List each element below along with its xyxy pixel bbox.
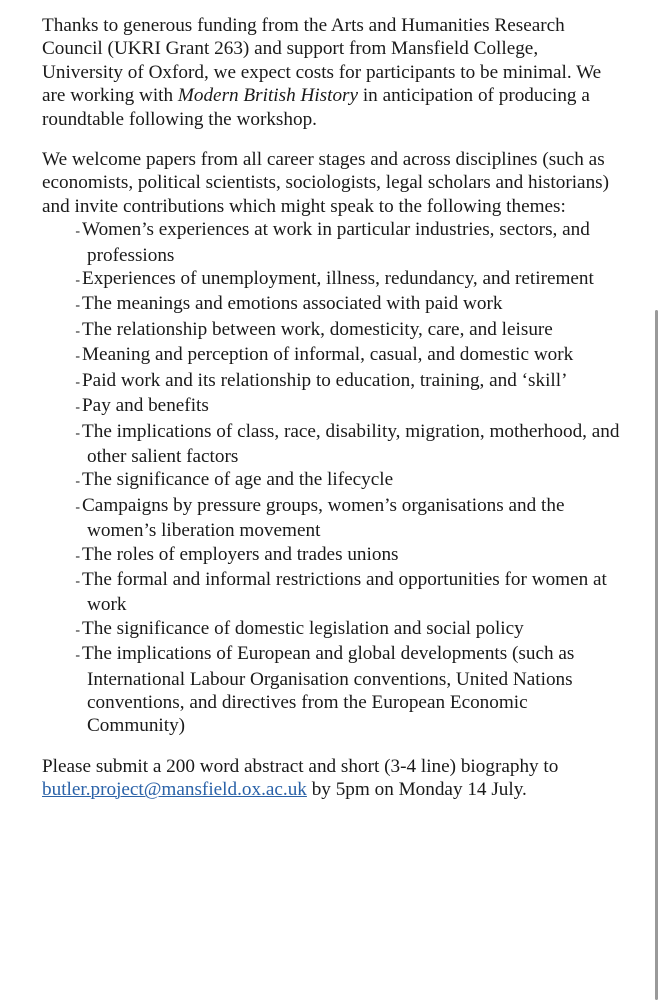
- theme-text: Experiences of unemployment, illness, redundancy, and retirement: [82, 268, 594, 290]
- bullet-dash-icon: -: [75, 648, 80, 664]
- bullet-dash-icon: -: [75, 224, 80, 240]
- theme-text: The meanings and emotions associated with paid work: [82, 293, 503, 315]
- bullet-dash-icon: -: [75, 573, 80, 589]
- vertical-scrollbar[interactable]: [655, 310, 658, 1000]
- bullet-dash-icon: -: [75, 548, 80, 564]
- theme-text: The implications of class, race, disability, migration, motherhood, and other salient factors: [82, 420, 620, 467]
- document-body: [42, 14, 622, 802]
- theme-text: The roles of employers and trades unions: [82, 543, 399, 565]
- theme-list-item: [42, 369, 622, 394]
- theme-list-item: [42, 318, 622, 343]
- theme-text: The significance of domestic legislation and social policy: [82, 617, 524, 639]
- bullet-dash-icon: -: [75, 323, 80, 339]
- theme-text: Pay and benefits: [82, 395, 209, 417]
- intro-paragraph: [42, 14, 622, 131]
- theme-text: Meaning and perception of informal, casual, and domestic work: [82, 344, 574, 366]
- theme-text: The relationship between work, domesticity, care, and leisure: [82, 318, 553, 340]
- theme-list-item: [42, 568, 622, 617]
- bullet-dash-icon: -: [75, 349, 80, 365]
- email-link[interactable]: butler.project@mansfield.ox.ac.uk: [42, 779, 307, 801]
- bullet-dash-icon: -: [75, 425, 80, 441]
- theme-list-item: [42, 218, 622, 267]
- theme-text: The significance of age and the lifecycle: [82, 469, 394, 491]
- submission-text-start: Please submit a 200 word abstract and short (3-4 line) biography to: [42, 755, 559, 777]
- theme-list-item: [42, 617, 622, 642]
- bullet-dash-icon: -: [75, 273, 80, 289]
- bullet-dash-icon: -: [75, 400, 80, 416]
- theme-text: The formal and informal restrictions and opportunities for women at work: [82, 568, 607, 616]
- journal-name: Modern British History: [177, 85, 359, 107]
- themes-list: [42, 218, 622, 738]
- bullet-dash-icon: -: [75, 298, 80, 314]
- bullet-dash-icon: -: [75, 622, 80, 638]
- theme-list-item: [42, 267, 622, 292]
- theme-list-item: [42, 468, 622, 493]
- theme-text: Women’s experiences at work in particular industries, sectors, and professions: [82, 219, 590, 266]
- theme-list-item: [42, 420, 622, 469]
- theme-text: The implications of European and global developments (such as International Labour Organisation conventions, United Nations conventions, and directives from the European Economic Community): [82, 643, 575, 737]
- theme-list-item: [42, 343, 622, 368]
- bullet-dash-icon: -: [75, 474, 80, 490]
- paragraph-spacer: [42, 131, 622, 148]
- theme-text: Campaigns by pressure groups, women’s organisations and the women’s liberation movement: [82, 494, 565, 542]
- submission-text-end: by 5pm on Monday 14 July.: [306, 779, 527, 801]
- intro-text-start: Thanks to generous funding from the Arts and Humanities Research Council (UKRI Grant 263) and support from Mansfield College, University of Oxford, we expect costs for participants to be minimal. We are working with: [42, 15, 602, 107]
- submission-paragraph: [42, 755, 622, 802]
- theme-text: Paid work and its relationship to education, training, and ‘skill’: [82, 369, 568, 391]
- theme-list-item: [42, 394, 622, 419]
- paragraph-spacer: [42, 738, 622, 755]
- bullet-dash-icon: -: [75, 374, 80, 390]
- bullet-dash-icon: -: [75, 499, 80, 515]
- theme-list-item: [42, 543, 622, 568]
- theme-list-item: [42, 292, 622, 317]
- theme-list-item: [42, 494, 622, 543]
- theme-list-item: [42, 642, 622, 738]
- intro-text-end: in anticipation of producing a roundtable following the workshop.: [42, 85, 590, 130]
- call-for-papers-paragraph: We welcome papers from all career stages and across disciplines (such as economists, political scientists, sociologists, legal scholars and historians) and invite contributions which might speak to the following themes:: [42, 149, 610, 217]
